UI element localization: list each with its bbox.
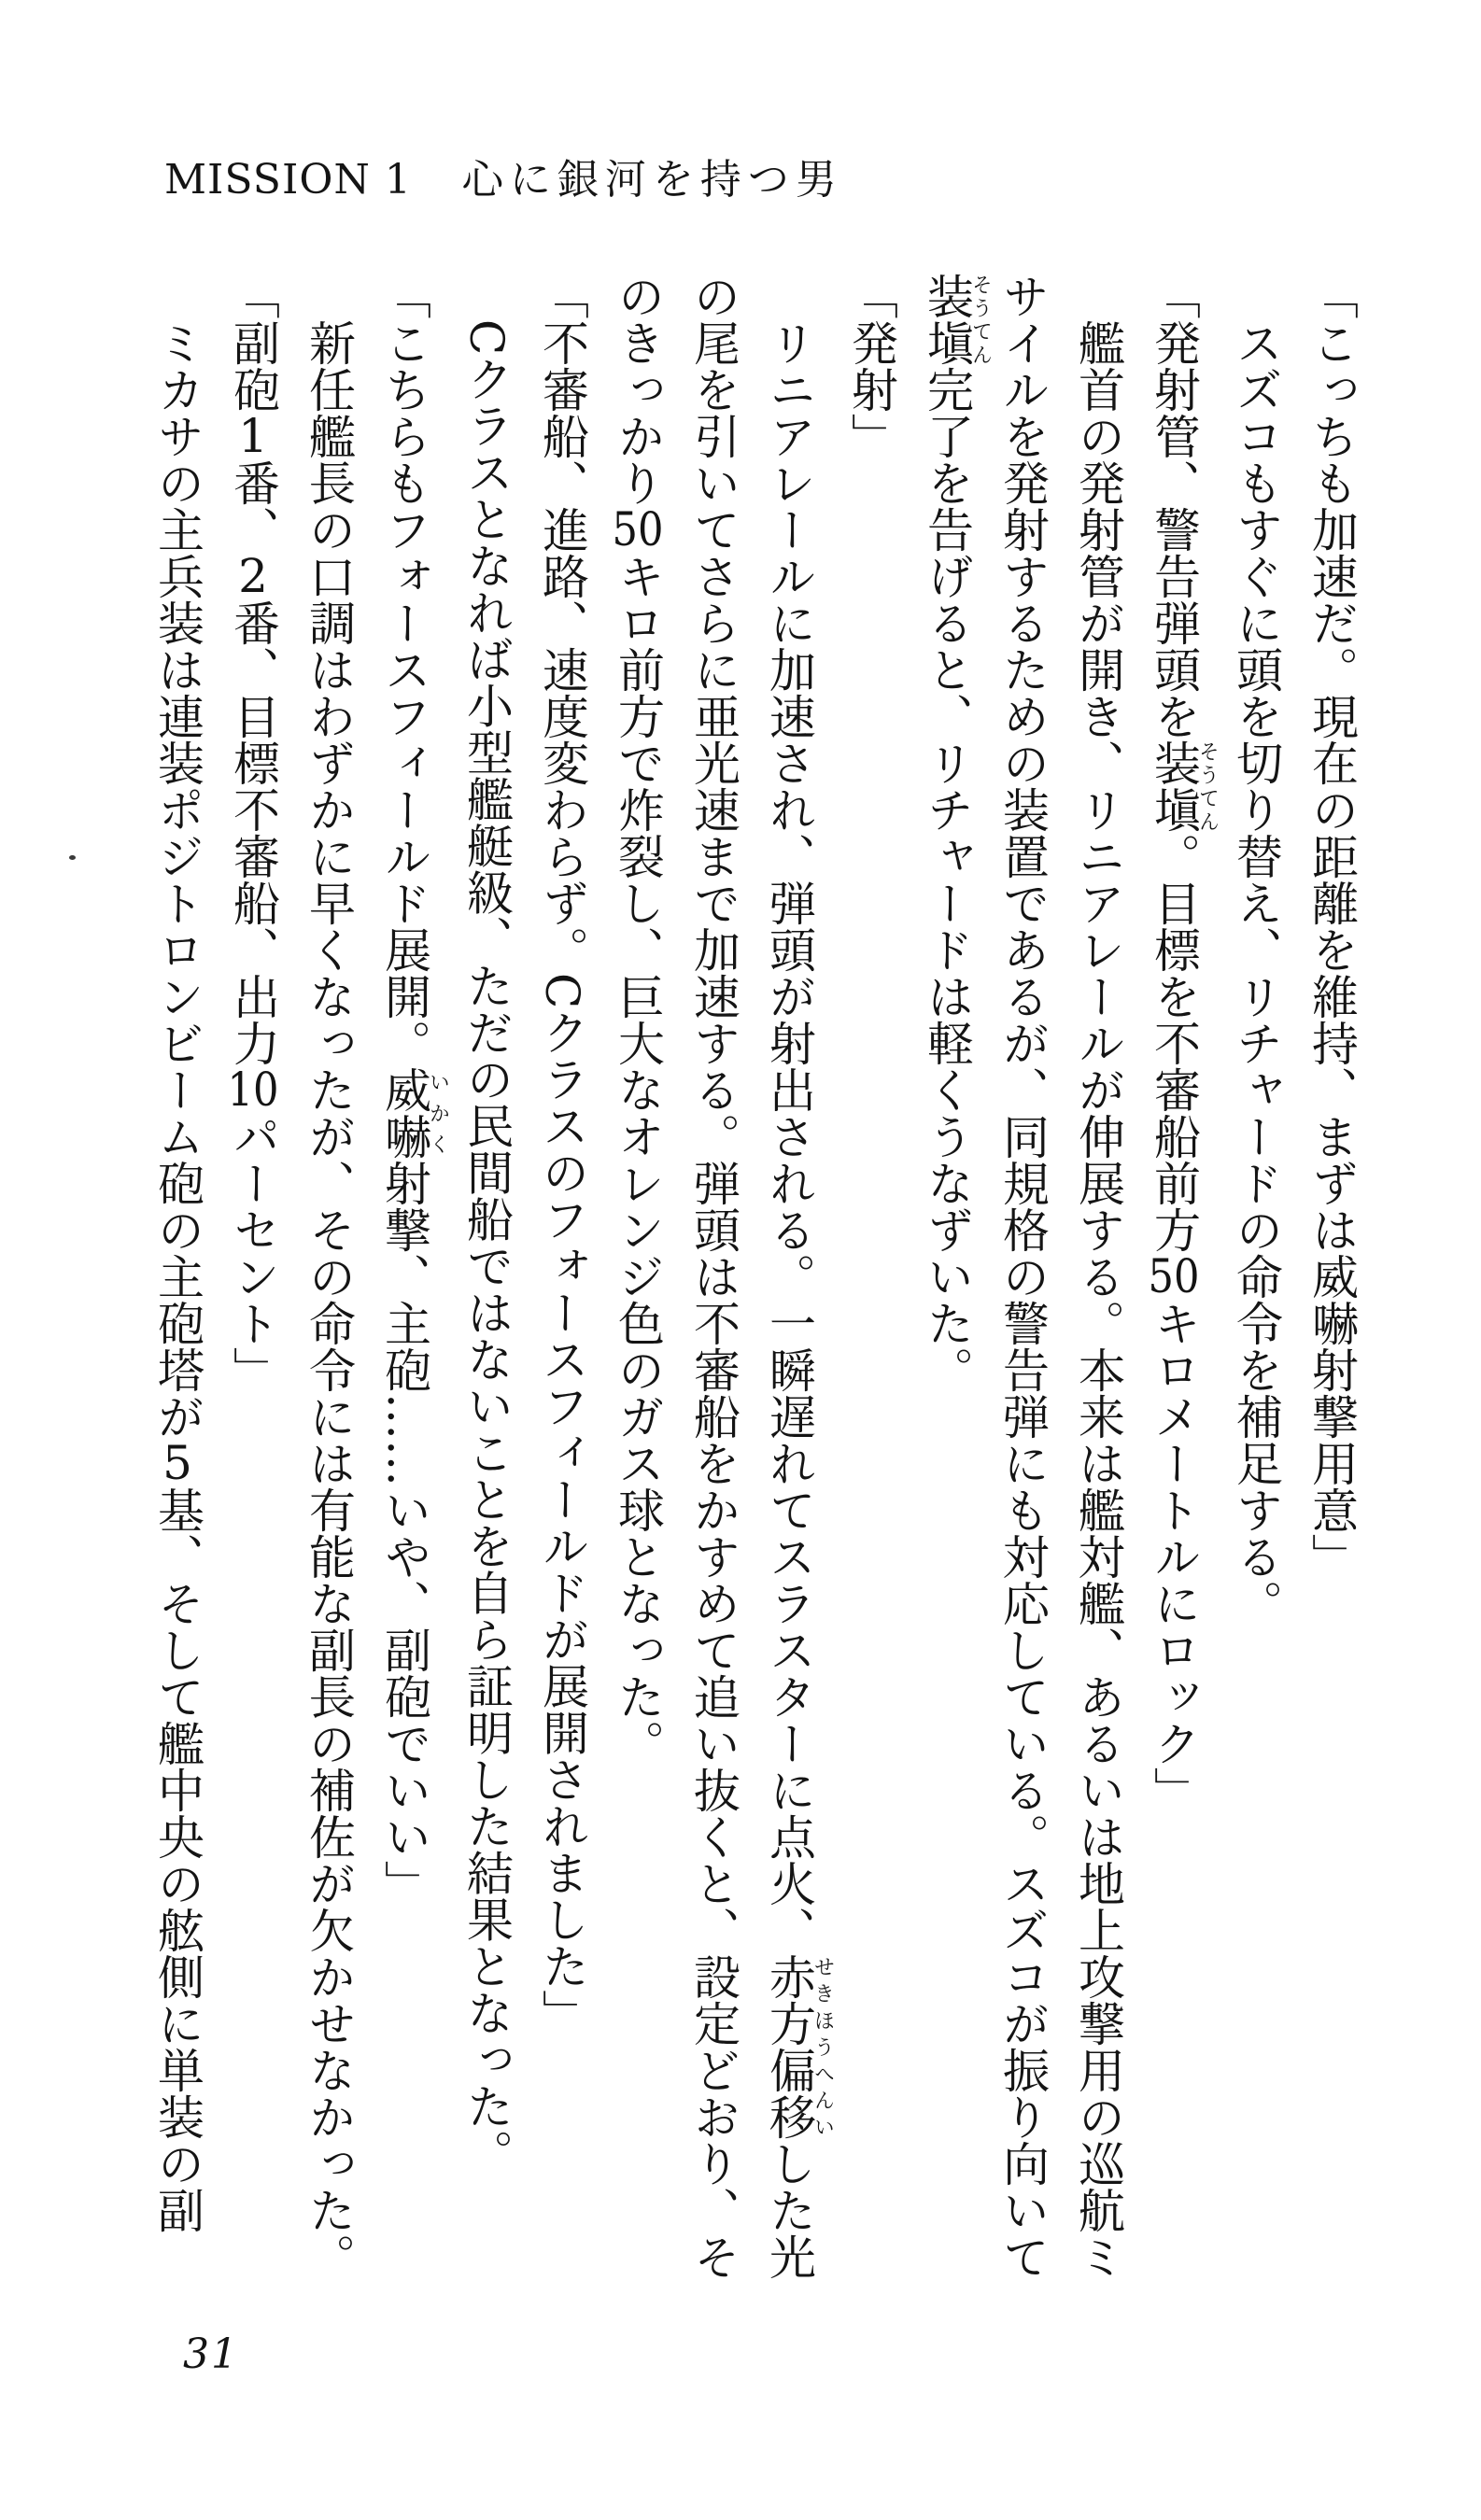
narrative-paragraph: ミカサの主兵装は連装ポジトロンビーム砲の主砲塔が5基、そして艦中央の舷側に単装の副	[150, 319, 205, 2233]
tatechuyoko-number: 1	[238, 413, 268, 459]
narrative-paragraph: スズコもすぐに頭を切り替え、リチャードの命令を補足する。	[1229, 319, 1283, 1626]
ink-speck	[69, 855, 76, 860]
tatechuyoko-number: 50	[612, 506, 664, 553]
dialogue-paragraph: 「発射」	[844, 273, 898, 459]
dialogue-paragraph: 「こちらもフォースフィールド展開。威嚇いかく射撃、主砲……いや、副砲でいい」	[377, 273, 450, 1907]
dialogue-paragraph: 「副砲1番、2番、目標不審船、出力10パーセント」	[226, 273, 280, 1393]
furigana-annotated-word: 威嚇いかく	[377, 1066, 450, 1160]
narrative-paragraph: 新任艦長の口調はわずかに早くなったが、その命令には有能な副長の補佐が欠かせなかった。	[302, 319, 356, 2280]
tatechuyoko-number: 10	[227, 1066, 279, 1113]
page-number: 31	[183, 2330, 239, 2378]
tatechuyoko-number: 50	[1148, 1253, 1200, 1300]
narrative-paragraph: Cクラスとなれば小型艦艇級、ただの民間船ではないことを自ら証明した結果となった。	[459, 319, 514, 2176]
running-header	[164, 146, 843, 205]
furigana-annotated-word: 装塡そうてん	[920, 273, 993, 366]
furigana-annotated-word: 赤方偏移せきほうへんい	[762, 1953, 835, 2140]
body-text	[149, 273, 1369, 2323]
dialogue-paragraph: 「こっちも加速だ。現在の距離を維持、まずは威嚇射撃用意」	[1305, 273, 1359, 1580]
tatechuyoko-number: 5	[162, 1440, 192, 1486]
furigana-annotated-word: 装塡そうてん	[1147, 739, 1220, 833]
dialogue-paragraph: 「発射管、警告弾頭を装塡そうてん。目標を不審船前方50キロメートルにロック」	[1147, 273, 1220, 1813]
tatechuyoko-number: 2	[238, 553, 268, 599]
narrative-paragraph: 艦首の発射管が開き、リニアレールが伸展する。本来は艦対艦、あるいは地上攻撃用の巡航ミサイルを発射するための装置であるが、同規格の警告弾にも対応している。スズコが振り向いて装塡そうてん完了を告げると、リチャードは軽くうなずいた。	[920, 273, 1125, 2280]
mission-label: MISSION 1	[164, 156, 412, 204]
chapter-title: 心に銀河を持つ男	[461, 156, 843, 204]
narrative-paragraph: リニアレールに加速され、弾頭が射出される。一瞬遅れてスラスターに点火、赤方偏移せきほうへんいした光の尾を引いてさらに亜光速まで加速する。弾頭は不審船をかすめて追い抜くと、設定どおり、そのきっかり50キロ前方で炸裂し、巨大なオレンジ色のガス球となった。	[611, 273, 835, 2280]
dialogue-paragraph: 「不審船、進路、速度変わらず。Cクラスのフォースフィールドが展開されました」	[535, 273, 589, 2036]
